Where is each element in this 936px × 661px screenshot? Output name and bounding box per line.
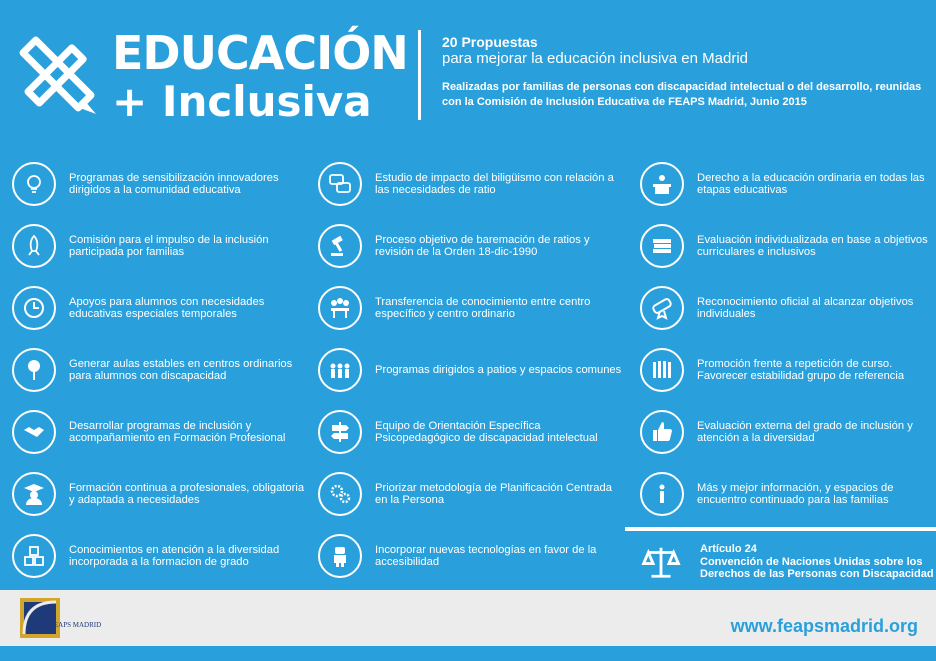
header <box>0 0 936 140</box>
proposal-text: Generar aulas estables en centros ordinarios para alumnos con discapacidad <box>69 357 293 382</box>
proposal-text: Equipo de Orientación Específica Psicopedagógico de discapacidad intelectual <box>375 419 598 444</box>
proposal-text: Incorporar nuevas tecnologías en favor de la accesibilidad <box>375 543 597 568</box>
proposal-text: Proceso objetivo de baremación de ratios y revisión de la Orden 18-dic-1990 <box>375 233 590 258</box>
proposal-text: Promoción frente a repetición de curso. Favorecer estabilidad grupo de referencia <box>697 357 905 382</box>
children-icon <box>318 348 362 392</box>
proposal-item <box>12 410 309 454</box>
robot-icon <box>318 534 362 578</box>
proposal-item <box>12 286 309 330</box>
speech-bubbles-icon <box>318 162 362 206</box>
footer <box>0 590 936 646</box>
proposal-text: Reconocimiento oficial al alcanzar objetivos individuales <box>697 295 914 320</box>
proposal-count: 20 Propuestas <box>442 34 538 50</box>
proposal-item <box>318 348 625 392</box>
article-title: Artículo 24 <box>700 543 757 556</box>
article-divider <box>625 527 936 531</box>
proposal-text: Priorizar metodología de Planificación Centrada en la Persona <box>375 481 612 506</box>
website-link[interactable]: www.feapsmadrid.org <box>730 616 918 636</box>
group-hands-icon <box>640 348 684 392</box>
proposal-text: Estudio de impacto del biligüismo con relación a las necesidades de ratio <box>375 171 614 196</box>
article-line1: Convención de Naciones Unidas sobre los <box>700 555 923 568</box>
meeting-icon <box>318 286 362 330</box>
classroom-desk-icon <box>640 162 684 206</box>
proposal-text: Programas de sensibilización innovadores dirigidos a la comunidad educativa <box>69 171 279 196</box>
books-icon <box>640 224 684 268</box>
gears-icon <box>318 472 362 516</box>
article-line2: Derechos de las Personas con Discapacidad <box>700 568 934 581</box>
proposal-text: Formación continua a profesionales, obligatoria y adaptada a necesidades <box>69 481 305 506</box>
header-description: Realizadas por familias de personas con discapacidad intelectual o del desarrollo, reunidas con la Comisión de Inclusión Educativa de FEAPS Madrid, Junio 2015 <box>442 81 922 108</box>
article-24 <box>640 543 934 581</box>
proposal-item <box>318 286 625 330</box>
proposal-item <box>12 224 309 268</box>
feaps-logo-text: FEAPS MADRID <box>50 621 102 629</box>
proposal-item <box>318 162 625 206</box>
graduate-icon <box>12 472 56 516</box>
blocks-icon <box>12 534 56 578</box>
scales-icon <box>640 543 682 581</box>
footer-strip <box>0 646 936 661</box>
gavel-icon <box>318 224 362 268</box>
proposal-item <box>12 534 309 578</box>
proposal-text: Apoyos para alumnos con necesidades educativas especiales temporales <box>69 295 265 320</box>
proposal-text: Más y mejor información, y espacios de encuentro continuado para las familias <box>697 481 894 506</box>
proposal-item <box>12 348 309 392</box>
diploma-icon <box>640 286 684 330</box>
header-subtitle: para mejorar la educación inclusiva en Madrid <box>442 50 748 67</box>
title-main: EDUCACIÓN <box>112 26 408 80</box>
header-divider <box>418 30 421 120</box>
proposal-text: Transferencia de conocimiento entre centro específico y centro ordinario <box>375 295 591 320</box>
proposal-text: Comisión para el impulso de la inclusión participada por familias <box>69 233 269 258</box>
clock-icon <box>12 286 56 330</box>
proposal-text: Evaluación individualizada en base a objetivos curriculares e inclusivos <box>697 233 928 258</box>
proposal-item <box>640 286 936 330</box>
proposal-item <box>318 534 625 578</box>
proposal-text: Desarrollar programas de inclusión y acompañamiento en Formación Profesional <box>69 419 286 444</box>
proposal-text: Evaluación externa del grado de inclusión y atención a la diversidad <box>697 419 913 444</box>
proposal-item <box>318 472 625 516</box>
signpost-icon <box>318 410 362 454</box>
feaps-logo <box>18 594 88 642</box>
thumbs-up-icon <box>640 410 684 454</box>
proposal-item <box>640 348 936 392</box>
lightbulb-icon <box>12 162 56 206</box>
proposal-item <box>640 224 936 268</box>
proposal-item <box>318 224 625 268</box>
ruler-pencil-icon <box>12 30 102 120</box>
title-sub: + Inclusiva <box>112 77 372 126</box>
proposal-text: Conocimientos en atención a la diversidad incorporada a la formacion de grado <box>69 543 280 568</box>
proposal-item <box>640 410 936 454</box>
proposal-item <box>640 162 936 206</box>
handshake-icon <box>12 410 56 454</box>
proposal-item <box>318 410 625 454</box>
proposal-item <box>640 472 936 516</box>
rocket-icon <box>12 224 56 268</box>
info-icon <box>640 472 684 516</box>
tree-icon <box>12 348 56 392</box>
proposal-item <box>12 472 309 516</box>
proposal-item <box>12 162 309 206</box>
proposal-text: Programas dirigidos a patios y espacios comunes <box>375 363 622 376</box>
proposal-text: Derecho a la educación ordinaria en todas las etapas educativas <box>697 171 925 196</box>
